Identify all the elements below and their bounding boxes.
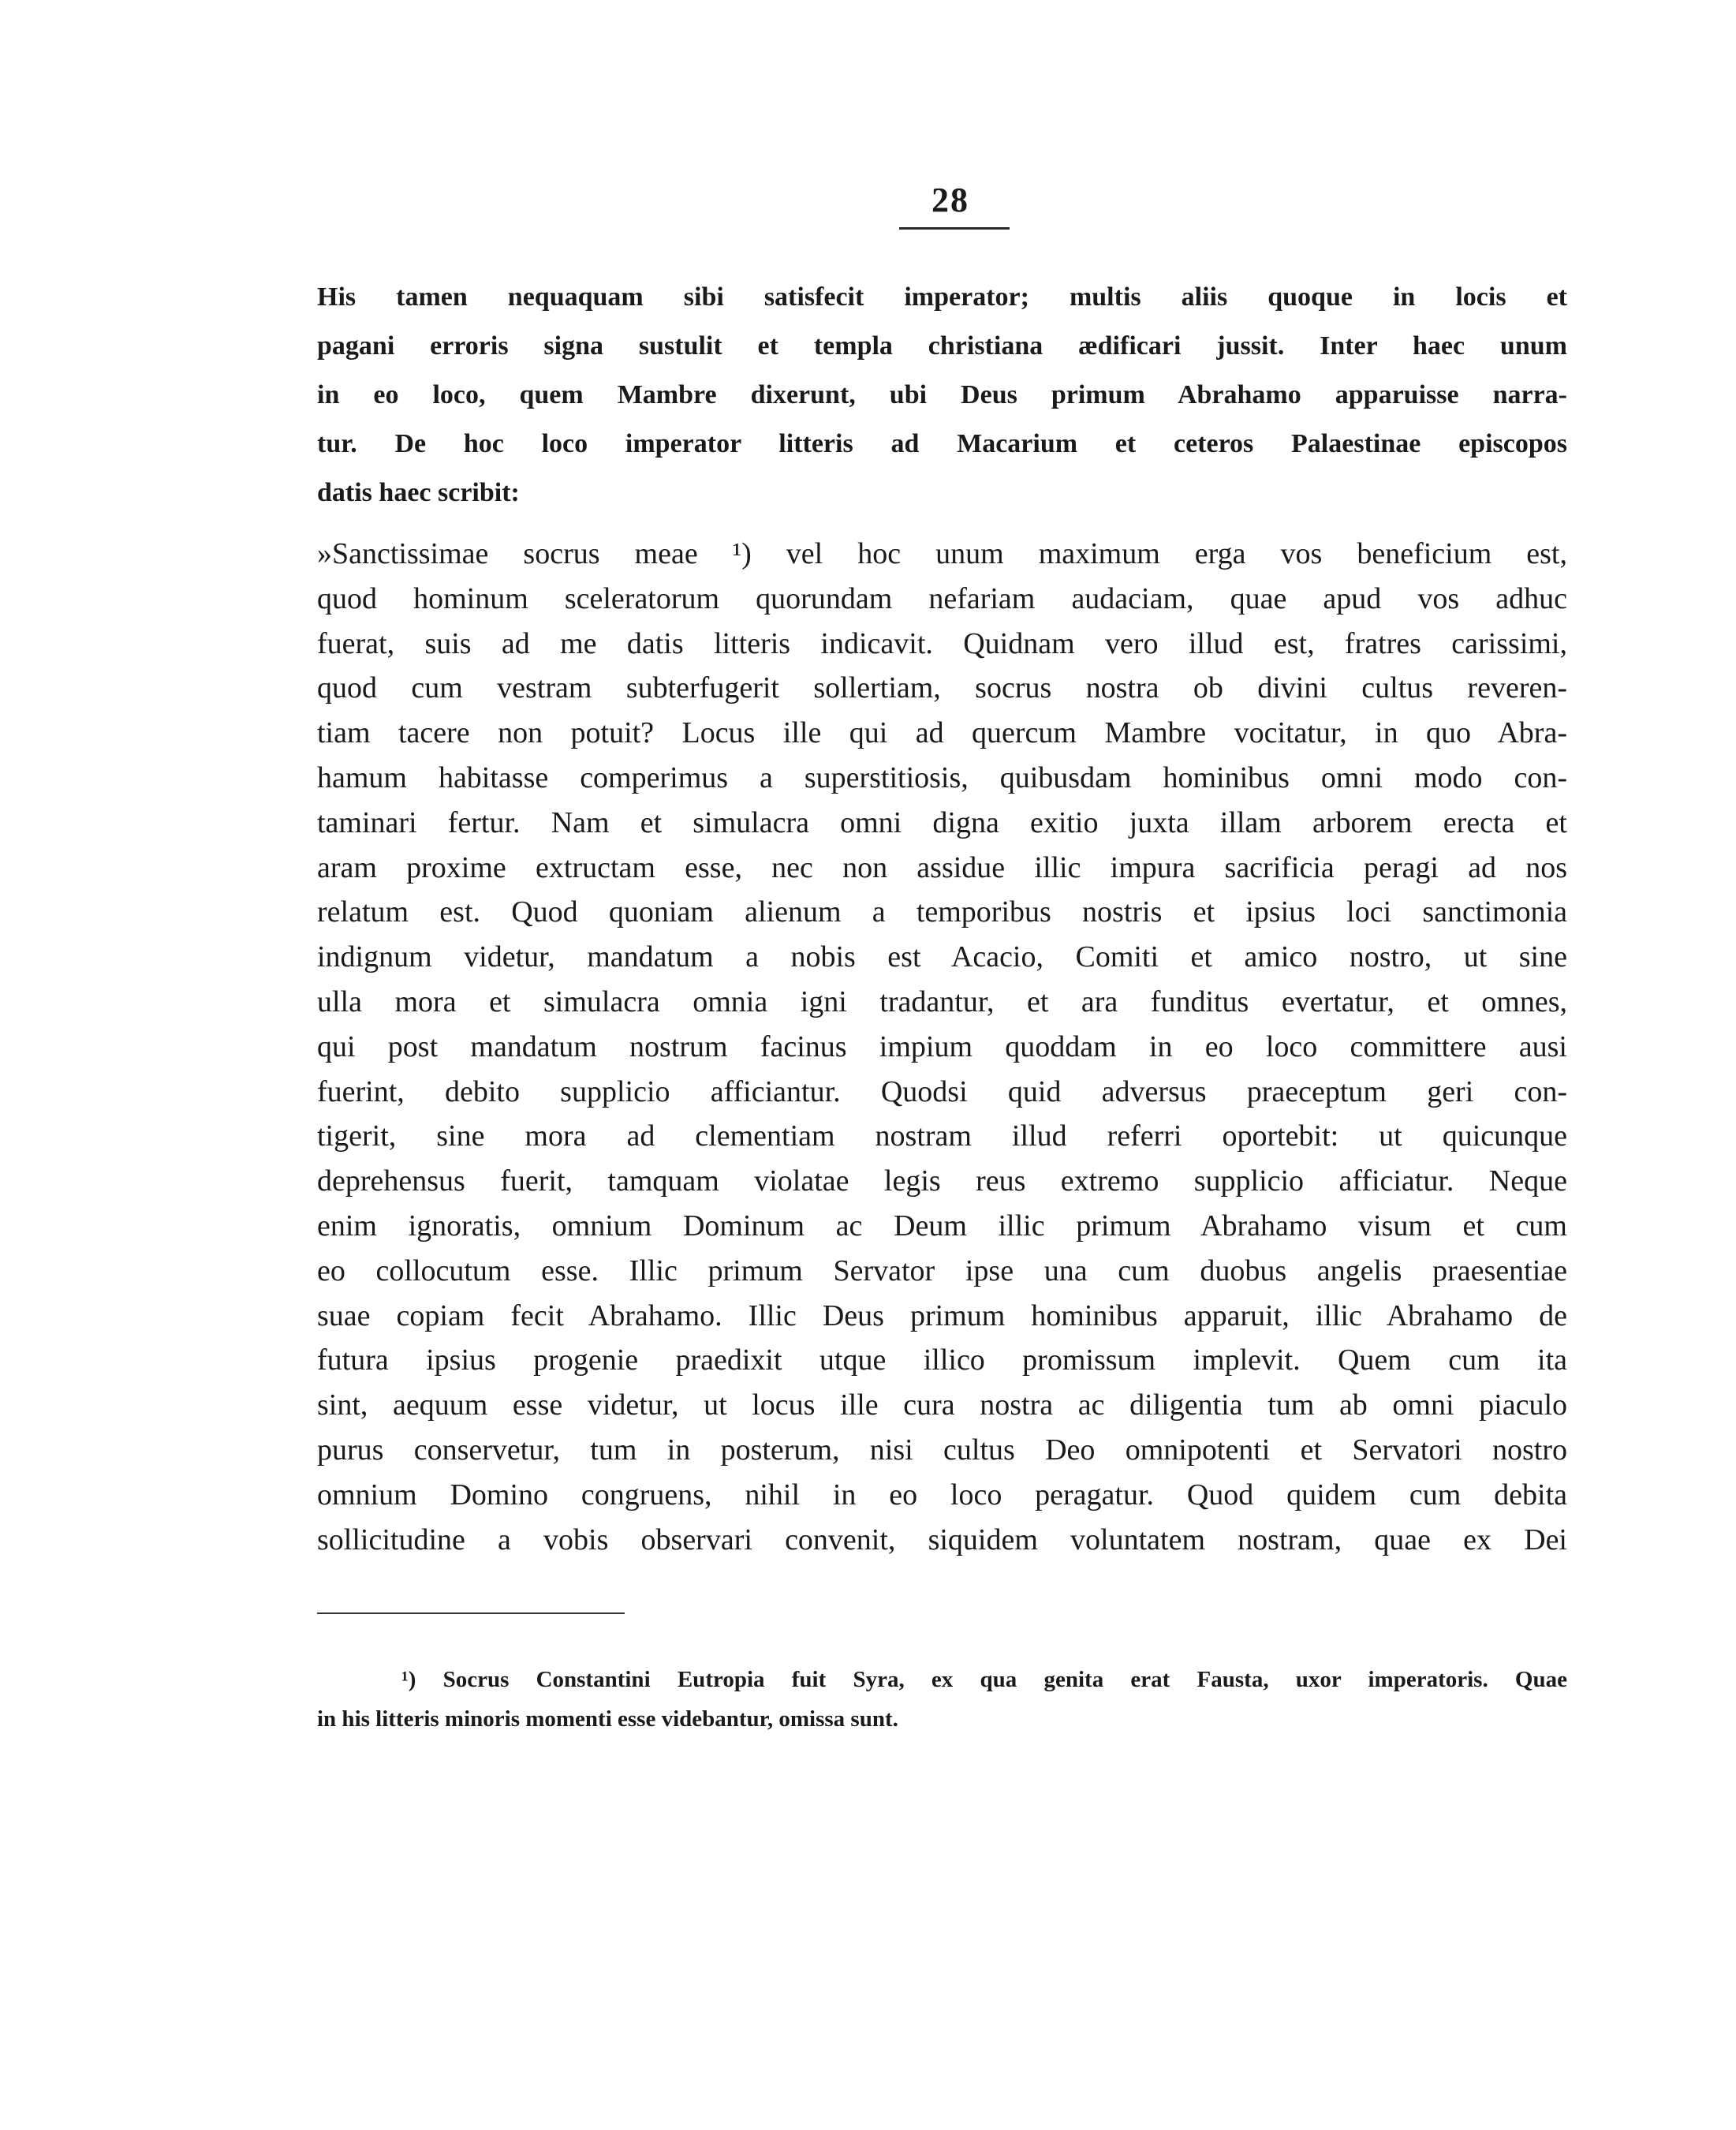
letter-line: »Sanctissimae socrus meae ¹) vel hoc unum maximum erga vos beneficium est, <box>317 537 1567 570</box>
page-number: 28 <box>931 181 969 219</box>
letter-line: sollicitudine a vobis observari convenit, siquidem voluntatem nostram, quae ex Dei <box>317 1523 1567 1556</box>
letter-line: omnium Domino congruens, nihil in eo loco peragatur. Quod quidem cum debita <box>317 1478 1567 1512</box>
letter-line: quod hominum sceleratorum quorundam nefariam audaciam, quae apud vos adhuc <box>317 581 1567 615</box>
letter-line: sint, aequum esse videtur, ut locus ille cura nostra ac diligentia tum ab omni piaculo <box>317 1388 1567 1422</box>
footnote-line: ¹) Socrus Constantini Eutropia fuit Syra, ex qua genita erat Fausta, uxor imperatoris. Quae <box>401 1667 1567 1692</box>
letter-line: eo collocutum esse. Illic primum Servator ipse una cum duobus angelis praesentiae <box>317 1254 1567 1287</box>
letter-line: tigerit, sine mora ad clementiam nostram illud referri oportebit: ut quicunque <box>317 1119 1567 1153</box>
letter-line: quod cum vestram subterfugerit sollertiam, socrus nostra ob divini cultus reveren- <box>317 671 1567 705</box>
letter-line: fuerat, suis ad me datis litteris indicavit. Quidnam vero illud est, fratres carissimi, <box>317 626 1567 660</box>
letter-line: futura ipsius progenie praedixit utque illico promissum implevit. Quem cum ita <box>317 1343 1567 1377</box>
intro-line: tur. De hoc loco imperator litteris ad Macarium et ceteros Palaestinae episcopos <box>317 429 1567 458</box>
header-rule <box>899 227 1010 230</box>
letter-line: hamum habitasse comperimus a superstitiosis, quibusdam hominibus omni modo con- <box>317 760 1567 794</box>
letter-line: suae copiam fecit Abrahamo. Illic Deus primum hominibus apparuit, illic Abrahamo de <box>317 1299 1567 1332</box>
letter-line: ulla mora et simulacra omnia igni tradantur, et ara funditus evertatur, et omnes, <box>317 985 1567 1018</box>
letter-line: taminari fertur. Nam et simulacra omni digna exitio juxta illam arborem erecta et <box>317 805 1567 839</box>
intro-paragraph <box>317 273 1567 518</box>
letter-line: indignum videtur, mandatum a nobis est Acacio, Comiti et amico nostro, ut sine <box>317 940 1567 974</box>
intro-line: datis haec scribit: <box>317 478 520 507</box>
letter-line: purus conservetur, tum in posterum, nisi cultus Deo omnipotenti et Servatori nostro <box>317 1433 1567 1467</box>
footnote <box>317 1660 1567 1739</box>
letter-quotation <box>317 532 1567 1562</box>
letter-line: aram proxime extructam esse, nec non assidue illic impura sacrificia peragi ad nos <box>317 850 1567 884</box>
letter-line: relatum est. Quod quoniam alienum a temporibus nostris et ipsius loci sanctimonia <box>317 895 1567 929</box>
intro-line: in eo loco, quem Mambre dixerunt, ubi Deus primum Abrahamo apparuisse narra- <box>317 380 1567 409</box>
footnote-rule <box>317 1612 625 1614</box>
letter-line: qui post mandatum nostrum facinus impium quoddam in eo loco committere ausi <box>317 1030 1567 1063</box>
intro-line: pagani erroris signa sustulit et templa christiana ædificari jussit. Inter haec unum <box>317 331 1567 361</box>
letter-line: deprehensus fuerit, tamquam violatae legis reus extremo supplicio afficiatur. Neque <box>317 1164 1567 1198</box>
footnote-line: in his litteris minoris momenti esse videbantur, omissa sunt. <box>317 1706 898 1732</box>
intro-line: His tamen nequaquam sibi satisfecit imperator; multis aliis quoque in locis et <box>317 282 1567 312</box>
letter-line: enim ignoratis, omnium Dominum ac Deum illic primum Abrahamo visum et cum <box>317 1209 1567 1242</box>
letter-line: fuerint, debito supplicio afficiantur. Quodsi quid adversus praeceptum geri con- <box>317 1074 1567 1108</box>
letter-line: tiam tacere non potuit? Locus ille qui ad quercum Mambre vocitatur, in quo Abra- <box>317 716 1567 750</box>
